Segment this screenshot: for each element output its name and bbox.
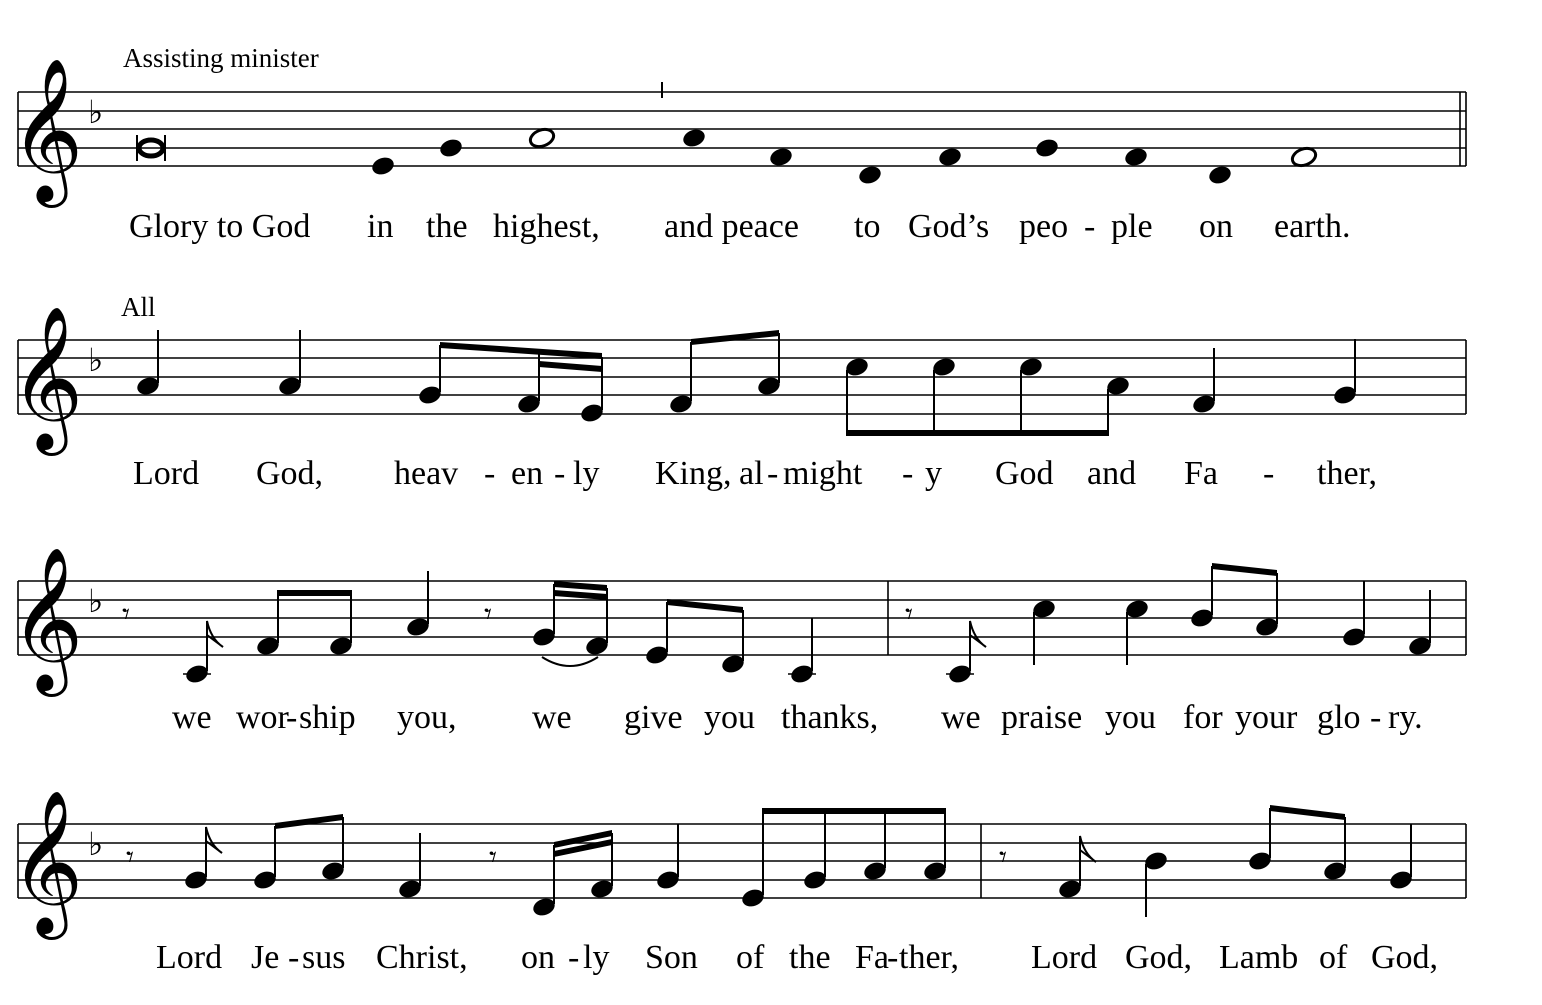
treble-clef-icon: 𝄞 — [10, 790, 84, 934]
lyric-syllable: Son — [645, 939, 698, 976]
lyric-syllable: God, — [1371, 939, 1439, 976]
lyric-syllable: peo — [1019, 208, 1069, 245]
treble-clef-icon: 𝄞 — [10, 547, 84, 691]
lyric-syllable: God’s — [908, 208, 990, 245]
lyric-syllable: en — [511, 455, 544, 492]
lyric-syllable: God, — [1125, 939, 1193, 976]
lyric-hyphen: - — [767, 455, 779, 492]
eighth-rest-icon: 𝄾 — [126, 840, 134, 875]
lyric-syllable: you — [704, 699, 755, 736]
lyric-syllable: Je — [251, 939, 280, 976]
lyric-syllable: thanks, — [781, 699, 879, 736]
lyric-syllable: Lord — [156, 939, 223, 976]
lyric-syllable: Lord — [1031, 939, 1098, 976]
chant-notes — [370, 126, 1318, 186]
staff-lines — [18, 92, 1466, 166]
lyric-syllable: Christ, — [376, 939, 468, 976]
lyric-hyphen: - — [1084, 208, 1096, 245]
eighth-rest-icon: 𝄾 — [484, 597, 492, 632]
lyric-syllable: might — [783, 455, 863, 492]
lyric-syllable: you — [1105, 699, 1156, 736]
lyric-syllable: earth. — [1274, 208, 1351, 245]
notes — [135, 330, 1358, 436]
lyric-syllable: your — [1235, 699, 1298, 736]
lyric-syllable: Lamb — [1219, 939, 1299, 976]
lyrics — [156, 939, 1438, 976]
lyrics — [129, 208, 1350, 245]
treble-clef-icon: 𝄞 — [10, 58, 84, 202]
staff-lines — [18, 824, 1466, 898]
lyric-syllable: God, — [256, 455, 324, 492]
lyric-syllable: glo — [1317, 699, 1361, 736]
lyric-syllable: ly — [583, 939, 610, 976]
lyric-syllable: of — [736, 939, 765, 976]
lyric-syllable: Glory to God — [129, 208, 311, 245]
role-label: Assisting minister — [123, 43, 319, 73]
lyrics — [172, 699, 1423, 736]
system-3 — [10, 547, 1466, 736]
eighth-rest-icon: 𝄾 — [122, 597, 130, 632]
lyric-syllable: and — [1087, 455, 1137, 492]
system-4 — [10, 790, 1466, 976]
flat-icon: ♭ — [88, 93, 104, 131]
eighth-rest-icon: 𝄾 — [999, 840, 1007, 875]
eighth-rest-icon: 𝄾 — [905, 597, 913, 632]
lyric-syllable: Fa — [1184, 455, 1218, 492]
lyric-syllable: y — [925, 455, 942, 492]
lyric-syllable: on — [1199, 208, 1233, 245]
lyric-hyphen: - — [286, 699, 298, 736]
lyric-syllable: and peace — [664, 208, 799, 245]
lyric-syllable: of — [1319, 939, 1348, 976]
lyric-hyphen: - — [1263, 455, 1275, 492]
lyric-hyphen: - — [554, 455, 566, 492]
lyric-syllable: ther, — [899, 939, 959, 976]
lyric-hyphen: - — [887, 939, 899, 976]
lyric-syllable: we — [941, 699, 981, 736]
lyrics — [133, 455, 1377, 492]
lyric-syllable: for — [1183, 699, 1223, 736]
system-1 — [10, 43, 1466, 245]
flat-icon: ♭ — [88, 825, 104, 863]
lyric-syllable: give — [624, 699, 683, 736]
lyric-syllable: King, — [655, 455, 732, 492]
lyric-syllable: ly — [573, 455, 600, 492]
lyric-syllable: al — [739, 455, 764, 492]
lyric-hyphen: - — [1370, 699, 1382, 736]
lyric-hyphen: - — [568, 939, 580, 976]
role-label: All — [121, 292, 156, 322]
lyric-syllable: sus — [302, 939, 346, 976]
lyric-syllable: wor — [236, 699, 289, 736]
lyric-syllable: ple — [1111, 208, 1153, 245]
lyric-syllable: the — [426, 208, 468, 245]
staff-lines — [18, 340, 1466, 414]
lyric-hyphen: - — [902, 455, 914, 492]
treble-clef-icon: 𝄞 — [10, 306, 84, 450]
lyric-syllable: we — [172, 699, 212, 736]
lyric-syllable: we — [532, 699, 572, 736]
lyric-syllable: in — [367, 208, 394, 245]
lyric-syllable: highest, — [493, 208, 600, 245]
flat-icon: ♭ — [88, 341, 104, 379]
lyric-hyphen: - — [484, 455, 496, 492]
lyric-syllable: the — [789, 939, 831, 976]
lyric-syllable: ry. — [1388, 699, 1423, 736]
system-2 — [10, 292, 1466, 492]
lyric-syllable: God — [995, 455, 1054, 492]
eighth-rest-icon: 𝄾 — [489, 840, 497, 875]
flat-icon: ♭ — [88, 582, 104, 620]
lyric-syllable: ther, — [1317, 455, 1377, 492]
lyric-syllable: Fa — [855, 939, 889, 976]
lyric-syllable: ship — [299, 699, 356, 736]
lyric-syllable: Lord — [133, 455, 200, 492]
lyric-hyphen: - — [288, 939, 300, 976]
lyric-syllable: praise — [1001, 699, 1083, 736]
lyric-syllable: to — [854, 208, 881, 245]
lyric-syllable: you, — [397, 699, 457, 736]
lyric-syllable: heav — [394, 455, 459, 492]
lyric-syllable: on — [521, 939, 555, 976]
